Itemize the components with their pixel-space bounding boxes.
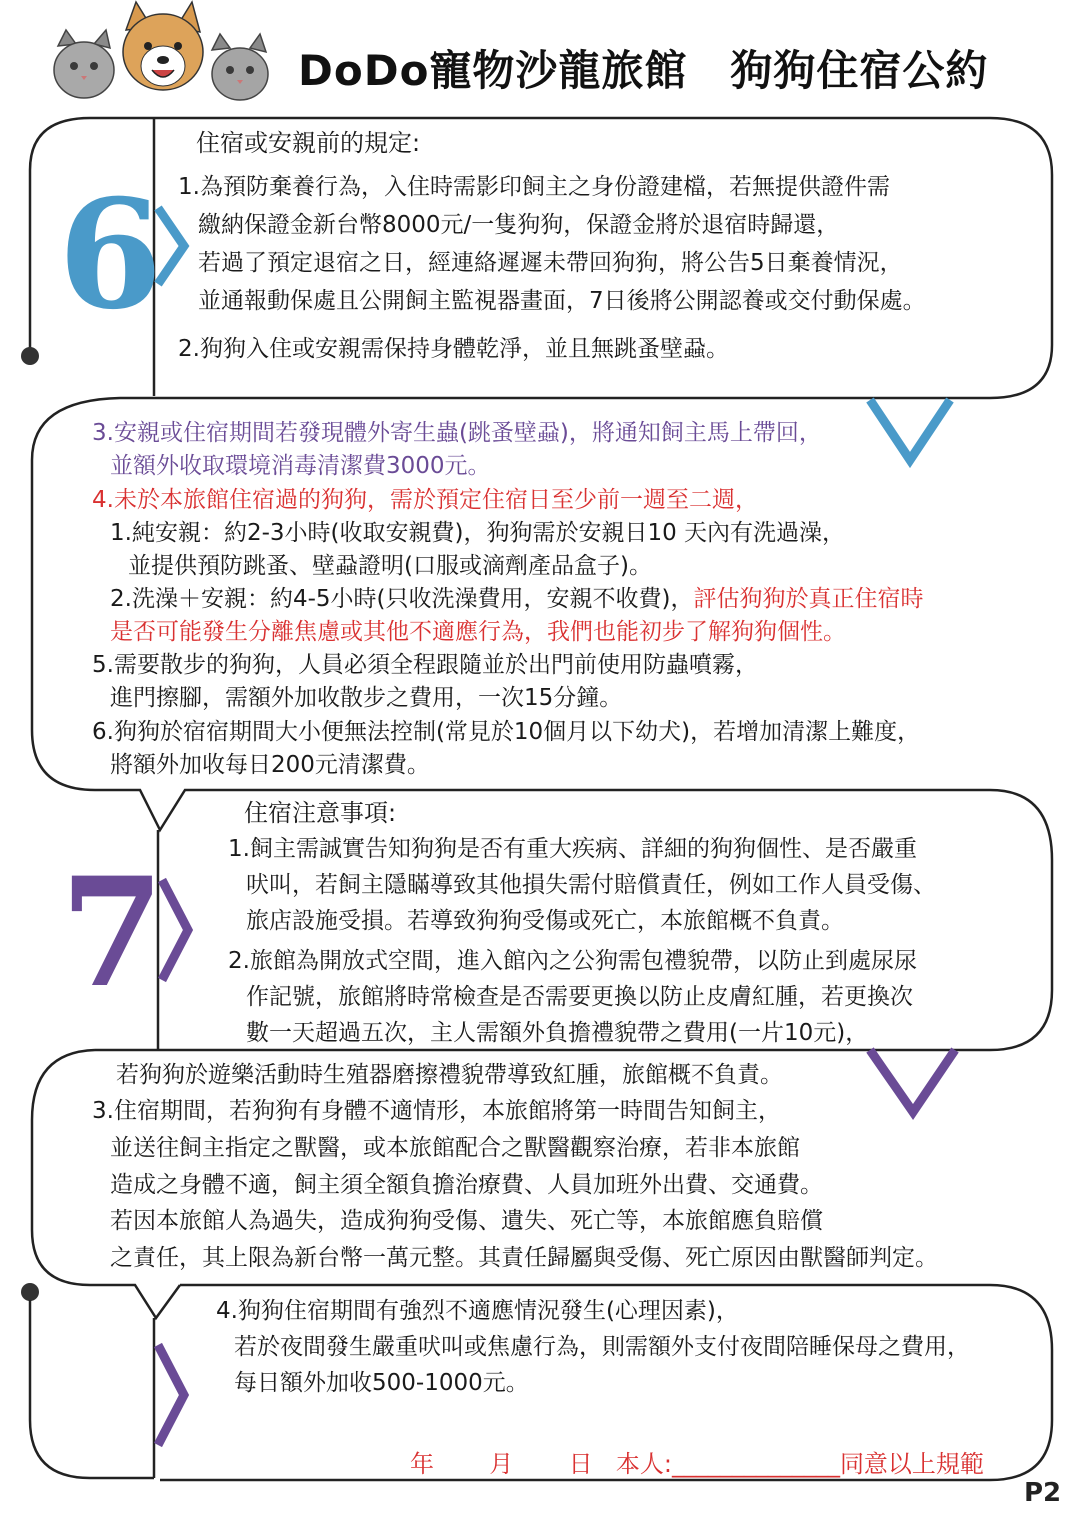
section6-line: 若過了預定退宿之日，經連絡遲遲未帶回狗狗，將公告5日棄養情況， — [198, 250, 903, 276]
section7-item2-line: 作記號，旅館將時常檢查是否需要更換以防止皮膚紅腫，若更換次 — [246, 984, 913, 1010]
item4-sub2-red-line: 是否可能發生分離焦慮或其他不適應行為，我們也能初步了解狗狗個性。 — [110, 619, 846, 645]
shiba-dog-icon — [123, 2, 203, 90]
section7-item4-line: 每日額外加收500-1000元。 — [234, 1370, 529, 1396]
section7-item1-line: 1.飼主需誠實告知狗狗是否有重大疾病、詳細的狗狗個性、是否嚴重 — [228, 836, 917, 862]
section6-line: 繳納保證金新台幣8000元/一隻狗狗，保證金將於退宿時歸還， — [198, 212, 840, 238]
section6-line: 1.為預防棄養行為，入住時需影印飼主之身份證建檔，若無提供證件需 — [178, 174, 890, 200]
item6-line: 6.狗狗於宿宿期間大小便無法控制(常見於10個月以下幼犬)，若增加清潔上難度， — [92, 719, 921, 745]
item4-line: 4.未於本旅館住宿過的狗狗，需於預定住宿日至少前一週至二週， — [92, 487, 758, 513]
item5-line: 進門擦腳，需額外加收散步之費用，一次15分鐘。 — [110, 685, 623, 711]
item4-sub2-line — [110, 584, 923, 614]
section7-item4-line: 若於夜間發生嚴重吠叫或焦慮行為，則需額外支付夜間陪睡保母之費用， — [234, 1334, 970, 1360]
item4-sub1-line: 並提供預防跳蚤、壁蝨證明(口服或滴劑產品盒子)。 — [128, 553, 652, 579]
section-number-7: 7 — [60, 845, 165, 1021]
section7-item1-line: 吠叫，若飼主隱瞞導致其他損失需付賠償責任，例如工作人員受傷、 — [246, 872, 936, 898]
section-number-6: 6 — [58, 167, 163, 343]
signature-person: 本人: — [615, 1450, 672, 1478]
signature-month: 月 — [489, 1450, 514, 1478]
page-number: P2 — [1024, 1478, 1062, 1508]
item6-line: 將額外加收每日200元清潔費。 — [110, 752, 430, 778]
section6-heading: 住宿或安親前的規定: — [196, 129, 421, 157]
signature-day: 日 — [568, 1450, 593, 1478]
section7-item3-line: 造成之身體不適，飼主須全額負擔治療費、人員加班外出費、交通費。 — [110, 1172, 823, 1198]
section6-line: 2.狗狗入住或安親需保持身體乾淨，並且無跳蚤壁蝨。 — [178, 336, 729, 362]
item3-line: 3.安親或住宿期間若發現體外寄生蟲(跳蚤壁蝨)，將通知飼主馬上帶回， — [92, 420, 822, 446]
item4-sub1-line: 1.純安親：約2-3小時(收取安親費)，狗狗需於安親日10 天內有洗過澡， — [110, 520, 846, 546]
item3-line: 並額外收取環境消毒清潔費3000元。 — [110, 453, 491, 479]
section6-line: 並通報動保處且公開飼主監視器畫面，7日後將公開認養或交付動保處。 — [198, 288, 926, 314]
section7-item3-line: 並送往飼主指定之獸醫，或本旅館配合之獸醫觀察治療，若非本旅館 — [110, 1135, 800, 1161]
page-title: DoDo寵物沙龍旅館 狗狗住宿公約 — [298, 46, 989, 95]
section7-item3-line: 若因本旅館人為過失，造成狗狗受傷、遺失、死亡等，本旅館應負賠償 — [110, 1208, 823, 1234]
section7-item3-line: 3.住宿期間，若狗狗有身體不適情形，本旅館將第一時間告知飼主， — [92, 1098, 781, 1124]
section7-item2-line: 若狗狗於遊樂活動時生殖器磨擦禮貌帶導致紅腫，旅館概不負責。 — [116, 1062, 783, 1088]
section7-item3-line: 之責任，其上限為新台幣一萬元整。其責任歸屬與受傷、死亡原因由獸醫師判定。 — [110, 1245, 938, 1271]
section7-item1-line: 旅店設施受損。若導致狗狗受傷或死亡，本旅館概不負責。 — [246, 908, 844, 934]
pet-illustration — [44, 0, 284, 110]
cat-right-icon — [212, 34, 268, 100]
signature-year: 年 — [410, 1450, 434, 1478]
item5-line: 5.需要散步的狗狗，人員必須全程跟隨並於出門前使用防蟲噴霧， — [92, 652, 758, 678]
section7-item2-line: 2.旅館為開放式空間，進入館內之公狗需包禮貌帶，以防止到處尿尿 — [228, 948, 917, 974]
cat-left-icon — [54, 30, 114, 98]
section7-item2-line: 數一天超過五次，主人需額外負擔禮貌帶之費用(一片10元)， — [246, 1020, 869, 1046]
section7-heading: 住宿注意事項: — [244, 799, 397, 827]
signature-blank[interactable]: ______________ — [671, 1450, 840, 1478]
signature-agree: 同意以上規範 — [839, 1450, 984, 1478]
item4-sub2-text: 2.洗澡＋安親：約4-5小時(只收洗澡費用，安親不收費)， — [110, 586, 694, 612]
item4-sub2-red-text: 評估狗狗於真正住宿時 — [693, 586, 924, 612]
section7-item4-line: 4.狗狗住宿期間有強烈不適應情況發生(心理因素)， — [216, 1298, 739, 1324]
signature-line — [410, 1444, 984, 1479]
